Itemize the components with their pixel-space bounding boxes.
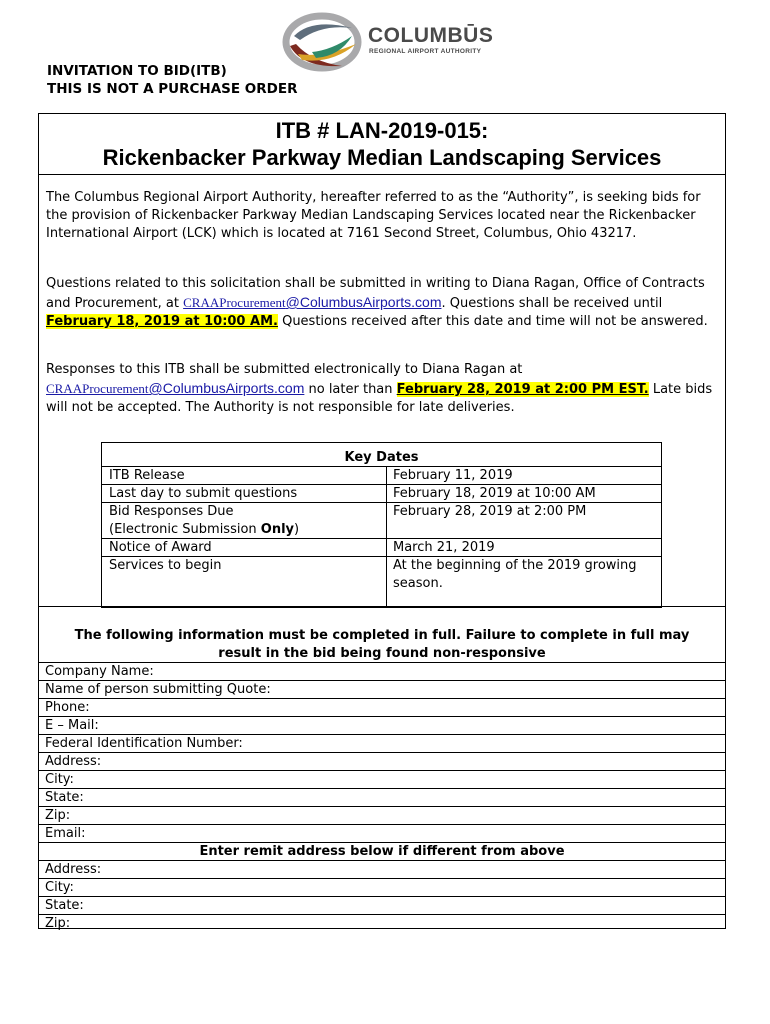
logo-wordmark: COLUMBŪS (368, 24, 494, 47)
event-cell: Services to begin (109, 558, 222, 573)
date-cell: February 18, 2019 at 10:00 AM (393, 486, 596, 501)
date-cell: February 28, 2019 at 2:00 PM (393, 504, 587, 519)
event-cell: Last day to submit questions (109, 486, 298, 501)
event-cell: Notice of Award (109, 540, 212, 555)
document-header (47, 62, 297, 98)
text: no later than (304, 382, 397, 397)
procurement-email-link-part2[interactable]: @ColumbusAirports.com (285, 294, 442, 310)
responses-deadline: February 28, 2019 at 2:00 PM EST. (396, 382, 649, 397)
itb-form (38, 113, 726, 929)
zip-field[interactable]: Zip: (39, 806, 725, 824)
columbus-logo (282, 6, 512, 76)
address-field[interactable]: Address: (39, 752, 725, 770)
procurement-email-link-part1[interactable]: CRAAProcurement (183, 295, 286, 310)
e-mail-field[interactable]: E – Mail: (39, 716, 725, 734)
key-dates-table (101, 442, 662, 608)
header-line-itb: INVITATION TO BID(ITB) (47, 63, 227, 79)
questions-paragraph (46, 275, 716, 331)
date-cell: At the beginning of the 2019 growing season. (393, 558, 637, 591)
event-line: Bid Responses Due (109, 504, 234, 519)
remit-zip-field[interactable]: Zip: (39, 914, 725, 932)
responses-paragraph (46, 361, 716, 417)
column-divider (386, 466, 387, 607)
procurement-email-link-part1[interactable]: CRAAProcurement (46, 381, 149, 396)
date-cell: February 11, 2019 (393, 468, 513, 483)
remit-address-field[interactable]: Address: (39, 860, 725, 878)
section-divider (39, 606, 725, 607)
remit-state-field[interactable]: State: (39, 896, 725, 914)
text: . Questions shall be received until (441, 296, 663, 311)
text: (Electronic Submission (109, 522, 261, 537)
date-cell: March 21, 2019 (393, 540, 495, 555)
itb-number: ITB # LAN-2019-015: (275, 118, 489, 143)
city-field[interactable]: City: (39, 770, 725, 788)
text: Questions related to this solicitation shall be submitted in writing to Diana Ragan, Office of Contracts and Procurement, at (46, 276, 705, 311)
logo-subtitle: REGIONAL AIRPORT AUTHORITY (369, 48, 482, 55)
event-cell: ITB Release (109, 468, 185, 483)
text: Responses to this ITB shall be submitted electronically to Diana Ragan at (46, 362, 523, 377)
text: Late bids will not be accepted. The Authority is not responsible for late deliveries. (46, 382, 713, 415)
completion-notice (39, 627, 725, 663)
phone-field[interactable]: Phone: (39, 698, 725, 716)
notice-line: The following information must be completed in full. Failure to complete in full may (74, 628, 690, 643)
itb-title (39, 114, 725, 175)
intro-paragraph: The Columbus Regional Airport Authority, hereafter referred to as the “Authority”, is seeking bids for the provision of Rickenbacker Parkway Median Landscaping Services located near the Rickenbacker International Airport (LCK) which is located at 7161 Second Street, Columbus, Ohio 43217. (46, 190, 701, 241)
remit-city-field[interactable]: City: (39, 878, 725, 896)
notice-line: result in the bid being found non-responsive (218, 646, 546, 661)
itb-project-name: Rickenbacker Parkway Median Landscaping Services (102, 145, 662, 170)
key-dates-title: Key Dates (102, 443, 661, 467)
event-cell (109, 503, 379, 539)
header-line-not-po: THIS IS NOT A PURCHASE ORDER (47, 81, 298, 97)
text: Questions received after this date and time will not be answered. (277, 314, 708, 329)
submitter-name-field[interactable]: Name of person submitting Quote: (39, 680, 725, 698)
procurement-email-link-part2[interactable]: @ColumbusAirports.com (148, 380, 305, 396)
email-field[interactable]: Email: (39, 824, 725, 842)
text-bold: Only (260, 522, 295, 537)
questions-deadline: February 18, 2019 at 10:00 AM. (46, 314, 278, 329)
state-field[interactable]: State: (39, 788, 725, 806)
text: ) (294, 522, 300, 537)
federal-id-field[interactable]: Federal Identification Number: (39, 734, 725, 752)
remit-heading: Enter remit address below if different from above (39, 842, 725, 860)
company-name-field[interactable]: Company Name: (39, 662, 725, 680)
event-line (109, 521, 379, 539)
